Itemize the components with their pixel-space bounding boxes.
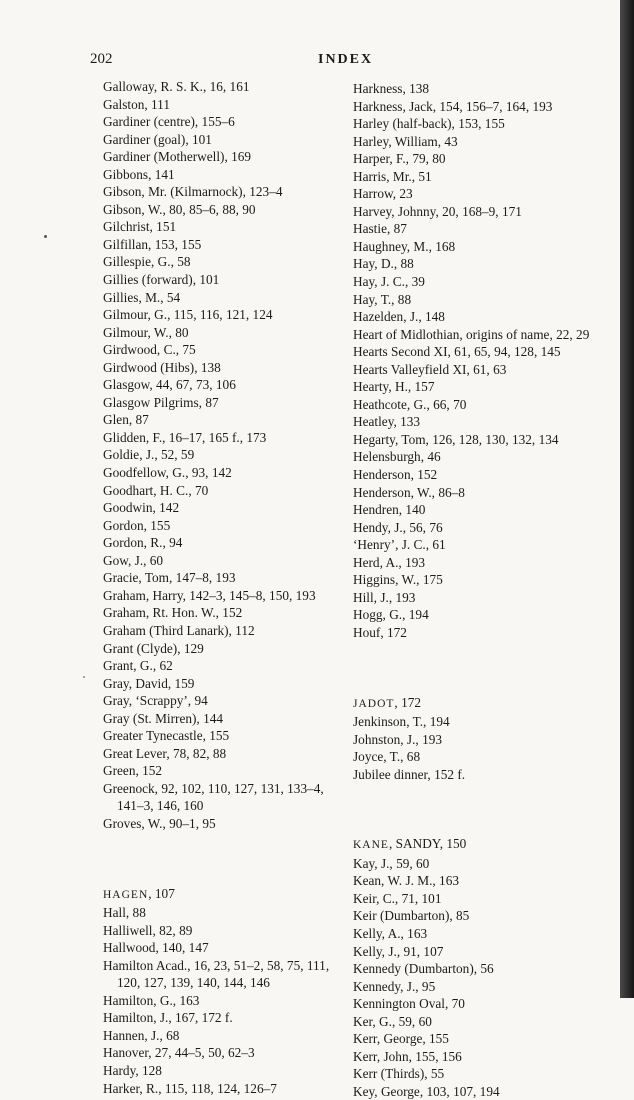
index-entry: Harker, R., 115, 118, 124, 126–7	[103, 1080, 277, 1096]
index-entry: Harkness, 138	[353, 81, 430, 96]
index-entry: Grant, G., 62	[103, 658, 173, 674]
index-entry: Galston, 111	[103, 96, 170, 112]
index-entry: Kennedy (Dumbarton), 56	[353, 961, 494, 977]
index-entry: Henderson, W., 86–8	[353, 484, 465, 500]
index-entry: Gray, ‘Scrappy’, 94	[103, 693, 208, 709]
index-entry: Harley (half-back), 153, 155	[353, 116, 505, 132]
index-entry: Kerr, John, 155, 156	[353, 1048, 462, 1064]
index-entry: Hogg, G., 194	[353, 607, 429, 623]
index-entry: Glidden, F., 16–17, 165 f., 173	[103, 429, 267, 445]
ink-speck	[83, 676, 85, 678]
index-entry: Hearty, H., 157	[353, 379, 435, 395]
index-entry: Greater Tynecastle, 155	[103, 728, 230, 744]
index-entry: Kerr (Thirds), 55	[353, 1066, 445, 1082]
index-entry: Kelly, A., 163	[353, 925, 428, 941]
index-entry: Hamilton Acad., 16, 23, 51–2, 58, 75, 111, 120, 127, 139, 140, 144, 146	[103, 957, 330, 991]
index-entry: Hamilton, J., 167, 172 f.	[103, 1010, 233, 1026]
index-entry: Glasgow, 44, 67, 73, 106	[103, 377, 236, 393]
index-entry: Girdwood (Hibs), 138	[103, 359, 221, 375]
index-entry: Gow, J., 60	[103, 552, 164, 568]
index-entry: Henderson, 152	[353, 467, 438, 483]
index-entry: Helensburgh, 46	[353, 449, 441, 465]
index-entry: Harley, William, 43	[353, 133, 458, 149]
index-entry: Gillespie, G., 58	[103, 254, 191, 270]
index-entry: Kerr, George, 155	[353, 1031, 449, 1047]
index-entry: Hall, 88	[103, 905, 146, 921]
index-entry: KANE, SANDY, 150	[353, 836, 467, 852]
index-entry: Kean, W. J. M., 163	[353, 873, 460, 889]
index-entry: Heart of Midlothian, origins of name, 22, 29	[353, 326, 590, 342]
running-head: INDEX	[318, 52, 374, 67]
index-entry: Keir (Dumbarton), 85	[353, 908, 470, 924]
index-entry: Gracie, Tom, 147–8, 193	[103, 570, 236, 586]
section-gap	[103, 833, 335, 885]
index-entry: Higgins, W., 175	[353, 572, 443, 588]
index-entry: Harper, F., 79, 80	[353, 151, 446, 167]
index-entry: Hay, T., 88	[353, 291, 412, 307]
index-entry: Hallwood, 140, 147	[103, 940, 209, 956]
index-entry: Key, George, 103, 107, 194	[353, 1083, 500, 1099]
index-entry: Groves, W., 90–1, 95	[103, 815, 216, 831]
index-entry: ‘Henry’, J. C., 61	[353, 537, 446, 553]
index-entry: Gibson, Mr. (Kilmarnock), 123–4	[103, 184, 283, 200]
index-entry: Kennington Oval, 70	[353, 996, 465, 1012]
index-entry: Goldie, J., 52, 59	[103, 447, 195, 463]
index-entry: Houf, 172	[353, 624, 407, 640]
index-entry: Jenkinson, T., 194	[353, 714, 450, 730]
index-entry: Gillies (forward), 101	[103, 272, 220, 288]
index-entry: Gilmour, G., 115, 116, 121, 124	[103, 307, 273, 323]
index-entry: Hill, J., 193	[353, 589, 416, 605]
index-entry: Greenock, 92, 102, 110, 127, 131, 133–4, 141–3, 146, 160	[103, 780, 324, 814]
index-entry: Joyce, T., 68	[353, 749, 421, 765]
index-entry: Hendy, J., 56, 76	[353, 519, 443, 535]
index-entry: Hanover, 27, 44–5, 50, 62–3	[103, 1045, 255, 1061]
index-entry: Gibbons, 141	[103, 166, 175, 182]
index-entry: Gillies, M., 54	[103, 289, 181, 305]
index-entry: Green, 152	[103, 763, 163, 779]
ink-speck	[44, 235, 47, 238]
index-entry: JADOT, 172	[353, 694, 422, 710]
page-number: 202	[90, 51, 113, 67]
index-entry: Kennedy, J., 95	[353, 978, 436, 994]
index-entry: Glen, 87	[103, 412, 149, 428]
index-entry: Hazelden, J., 148	[353, 309, 445, 325]
section-gap	[353, 783, 611, 835]
index-entry: Gilfillan, 153, 155	[103, 236, 202, 252]
index-entry: Halliwell, 82, 89	[103, 922, 193, 938]
index-entry: Gardiner (goal), 101	[103, 131, 212, 147]
index-entry: Heathcote, G., 66, 70	[353, 396, 467, 412]
index-entry: Gardiner (Motherwell), 169	[103, 149, 252, 165]
index-entry: HAGEN, 107	[103, 885, 175, 901]
index-entry: Gray, David, 159	[103, 675, 195, 691]
index-entry: Hendren, 140	[353, 502, 426, 518]
index-entry: Kelly, J., 91, 107	[353, 943, 444, 959]
index-entry: Johnston, J., 193	[353, 731, 443, 747]
index-column-right	[353, 80, 611, 1100]
index-entry: Gibson, W., 80, 85–6, 88, 90	[103, 201, 256, 217]
index-entry: Jubilee dinner, 152 f.	[353, 766, 466, 782]
index-entry: Gordon, R., 94	[103, 535, 183, 551]
index-entry: Hannen, J., 68	[103, 1027, 180, 1043]
page-edge-shadow	[620, 0, 634, 998]
index-entry: Grant (Clyde), 129	[103, 640, 204, 656]
index-entry: Ker, G., 59, 60	[353, 1013, 432, 1029]
index-entry: Harrow, 23	[353, 186, 413, 202]
index-entry: Heatley, 133	[353, 414, 421, 430]
index-entry: Hastie, 87	[353, 221, 407, 237]
index-entry: Galloway, R. S. K., 16, 161	[103, 79, 250, 94]
index-entry: Hegarty, Tom, 126, 128, 130, 132, 134	[353, 431, 559, 447]
index-entry: Graham (Third Lanark), 112	[103, 622, 255, 638]
index-entry: Goodwin, 142	[103, 500, 180, 516]
index-entry: Hamilton, G., 163	[103, 992, 200, 1008]
index-entry: Girdwood, C., 75	[103, 342, 196, 358]
index-entry: Gardiner (centre), 155–6	[103, 114, 235, 130]
index-entry: Goodhart, H. C., 70	[103, 482, 209, 498]
index-entry: Hearts Second XI, 61, 65, 94, 128, 145	[353, 344, 561, 360]
index-entry: Harris, Mr., 51	[353, 168, 432, 184]
index-column-left	[103, 78, 335, 1097]
index-entry: Graham, Rt. Hon. W., 152	[103, 605, 243, 621]
index-entry: Keir, C., 71, 101	[353, 890, 442, 906]
section-gap	[353, 642, 611, 694]
index-entry: Haughney, M., 168	[353, 238, 456, 254]
index-entry: Kay, J., 59, 60	[353, 855, 430, 871]
index-entry: Gray (St. Mirren), 144	[103, 710, 224, 726]
index-entry: Hay, D., 88	[353, 256, 414, 272]
index-entry: Great Lever, 78, 82, 88	[103, 745, 227, 761]
index-entry: Gilchrist, 151	[103, 219, 177, 235]
index-entry: Herd, A., 193	[353, 554, 426, 570]
index-entry: Harkness, Jack, 154, 156–7, 164, 193	[353, 98, 553, 114]
index-entry: Glasgow Pilgrims, 87	[103, 394, 219, 410]
index-entry: Hay, J. C., 39	[353, 274, 425, 290]
index-entry: Graham, Harry, 142–3, 145–8, 150, 193	[103, 587, 316, 603]
index-entry: Goodfellow, G., 93, 142	[103, 465, 232, 481]
index-entry: Hearts Valleyfield XI, 61, 63	[353, 361, 507, 377]
index-entry: Hardy, 128	[103, 1062, 162, 1078]
index-entry: Gordon, 155	[103, 517, 171, 533]
index-entry: Gilmour, W., 80	[103, 324, 189, 340]
index-entry: Harvey, Johnny, 20, 168–9, 171	[353, 203, 522, 219]
